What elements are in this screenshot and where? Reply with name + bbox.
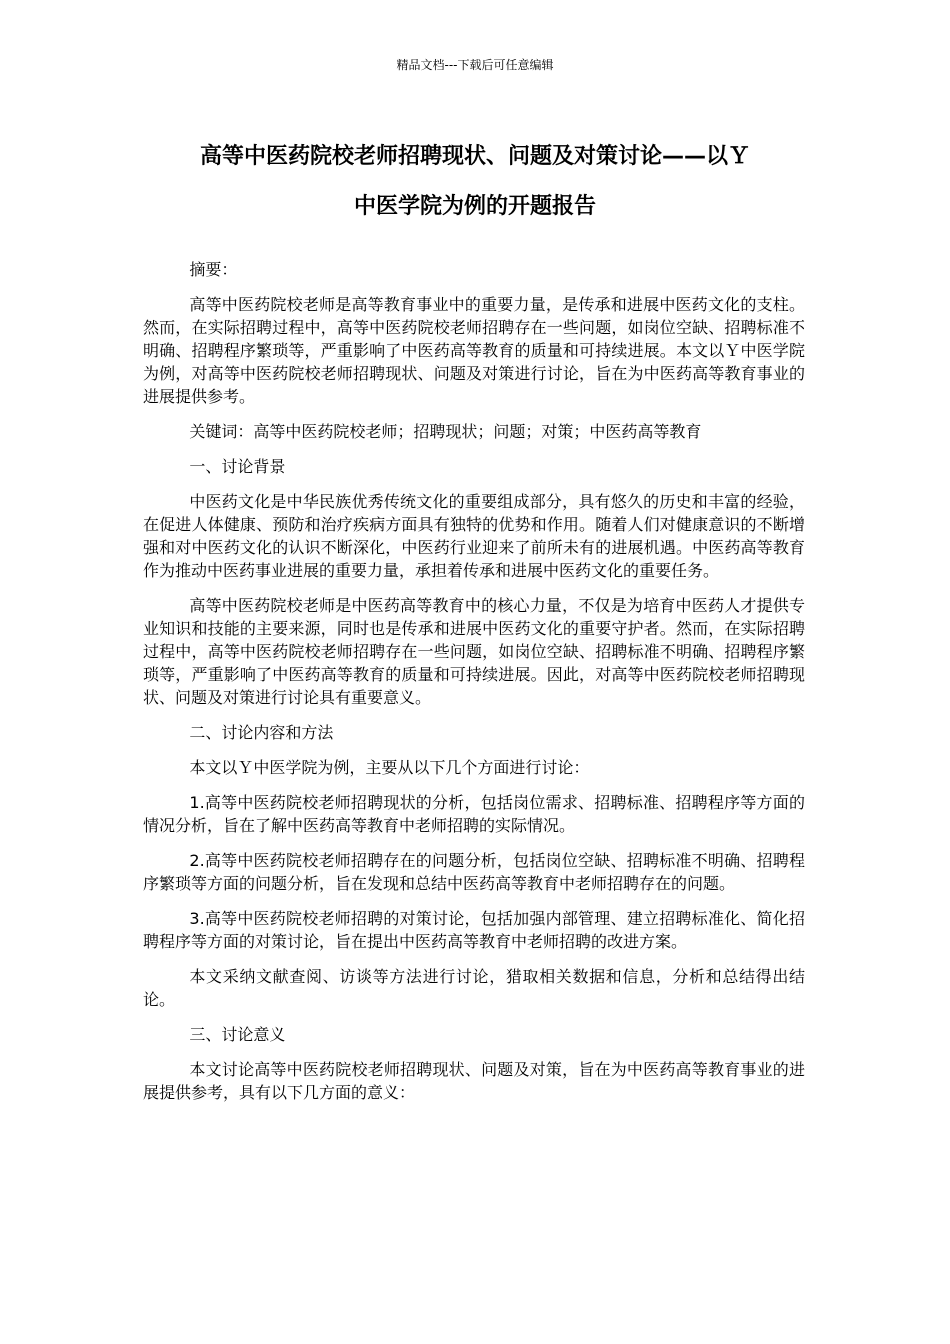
- title-line-2: 中医学院为例的开题报告: [353, 194, 596, 219]
- section-2-item-2: 2.高等中医药院校老师招聘存在的问题分析，包括岗位空缺、招聘标准不明确、招聘程序繁琐等方面的问题分析，旨在发现和总结中医药高等教育中老师招聘存在的问题。: [143, 851, 805, 893]
- section-2-methods: 本文采纳文献查阅、访谈等方法进行讨论，猎取相关数据和信息，分析和总结得出结论。: [143, 967, 805, 1009]
- section-1-heading: 一、讨论背景: [189, 457, 286, 476]
- section-2-intro: 本文以Ｙ中医学院为例，主要从以下几个方面进行讨论：: [189, 758, 590, 777]
- section-2-item-1: 1.高等中医药院校老师招聘现状的分析，包括岗位需求、招聘标准、招聘程序等方面的情况分析，旨在了解中医药高等教育中老师招聘的实际情况。: [143, 793, 805, 835]
- document-body: [143, 258, 805, 1116]
- title-line-1: 高等中医药院校老师招聘现状、问题及对策讨论——以Ｙ: [199, 144, 750, 169]
- section-3-paragraph-1: 本文讨论高等中医药院校老师招聘现状、问题及对策，旨在为中医药高等教育事业的进展提供参考，具有以下几方面的意义：: [143, 1060, 805, 1102]
- section-2-heading: 二、讨论内容和方法: [189, 723, 334, 742]
- abstract-label: 摘要：: [189, 260, 238, 279]
- header-note: 精品文档---下载后可任意编辑: [396, 58, 554, 72]
- section-2-item-3: 3.高等中医药院校老师招聘的对策讨论，包括加强内部管理、建立招聘标准化、简化招聘程序等方面的对策讨论，旨在提出中医药高等教育中老师招聘的改进方案。: [143, 909, 805, 951]
- section-3-heading: 三、讨论意义: [189, 1025, 286, 1044]
- page-title: [140, 132, 810, 232]
- abstract-paragraph: 高等中医药院校老师是高等教育事业中的重要力量，是传承和进展中医药文化的支柱。然而，在实际招聘过程中，高等中医药院校老师招聘存在一些问题，如岗位空缺、招聘标准不明确、招聘程序繁琐等，严重影响了中医药高等教育的质量和可持续进展。本文以Ｙ中医学院为例，对高等中医药院校老师招聘现状、问题及对策进行讨论，旨在为中医药高等教育事业的进展提供参考。: [143, 295, 805, 406]
- section-1-paragraph-2: 高等中医药院校老师是中医药高等教育中的核心力量，不仅是为培育中医药人才提供专业知识和技能的主要来源，同时也是传承和进展中医药文化的重要守护者。然而，在实际招聘过程中，高等中医药院校老师招聘存在一些问题，如岗位空缺、招聘标准不明确、招聘程序繁琐等，严重影响了中医药高等教育的质量和可持续进展。因此，对高等中医药院校老师招聘现状、问题及对策进行讨论具有重要意义。: [143, 596, 805, 707]
- section-1-paragraph-1: 中医药文化是中华民族优秀传统文化的重要组成部分，具有悠久的历史和丰富的经验，在促进人体健康、预防和治疗疾病方面具有独特的优势和作用。随着人们对健康意识的不断增强和对中医药文化的认识不断深化，中医药行业迎来了前所未有的进展机遇。中医药高等教育作为推动中医药事业进展的重要力量，承担着传承和进展中医药文化的重要任务。: [143, 492, 805, 580]
- keywords: 关键词：高等中医药院校老师；招聘现状；问题；对策；中医药高等教育: [189, 422, 702, 441]
